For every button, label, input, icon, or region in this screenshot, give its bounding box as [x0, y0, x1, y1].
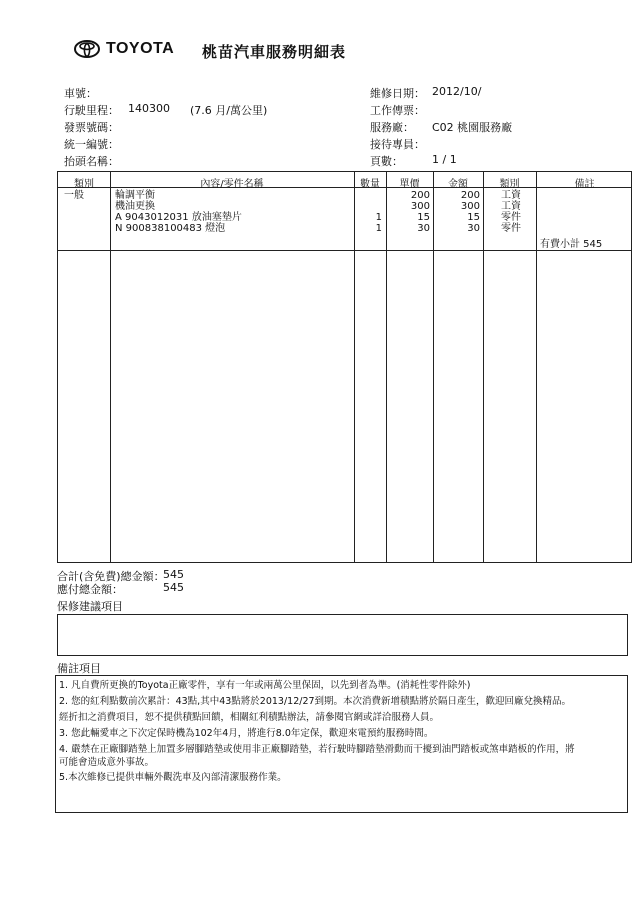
label-service-plant: 服務廠：: [370, 121, 414, 134]
label-company-name: 抬頭名稱：: [64, 155, 119, 168]
item-type: 零件: [501, 223, 521, 234]
item-price: 30: [417, 223, 430, 234]
total-value: 545: [163, 568, 184, 581]
item-type: 零件: [501, 212, 521, 223]
page-count-value: 1 / 1: [432, 153, 457, 166]
toyota-emblem-icon: [74, 40, 100, 58]
item-type: 工資: [501, 190, 521, 201]
payable-label: 應付總金額：: [57, 583, 123, 596]
note-line: 1. 凡自費所更換的Toyota正廠零件，享有一年或兩萬公里保固，以先到者為準。(消耗性零件除外): [59, 680, 471, 691]
service-detail-table: [57, 171, 632, 563]
label-mileage: 行駛里程：: [64, 104, 119, 117]
note-line: 4. 嚴禁在正廠腳踏墊上加置多層腳踏墊或使用非正廠腳踏墊，若行駛時腳踏墊滑動而干擾到油門踏板或煞車踏板的作用，將: [59, 744, 575, 755]
item-amount: 300: [460, 201, 480, 212]
label-page-count: 頁數：: [370, 155, 403, 168]
item-amount: 30: [467, 223, 480, 234]
notes-box: [55, 675, 628, 813]
table-row-divider: [58, 250, 631, 251]
item-qty: 1: [375, 212, 382, 223]
label-work-ticket: 工作傳票：: [370, 104, 425, 117]
total-label: 合計(含免費)總金額：: [57, 570, 165, 583]
header-item-name: 內容/零件名稱: [200, 179, 264, 190]
note-line: 2. 您的紅利點數前次累計：43點,其中43點將於2013/12/27到期。本次消費新增積點將於隔日產生，歡迎回廠兌換精品。: [59, 696, 572, 707]
header-amount: 金額: [448, 179, 468, 190]
mileage-extra: (7.6 月/萬公里): [190, 104, 268, 117]
payable-value: 545: [163, 581, 184, 594]
item-amount: 200: [460, 190, 480, 201]
subtotal: 有費小計 545: [540, 239, 603, 250]
label-invoice-number: 發票號碼：: [64, 121, 119, 134]
label-service-rep: 接待專員：: [370, 138, 425, 151]
document-title: 桃苗汽車服務明細表: [202, 43, 347, 61]
label-repair-date: 維修日期：: [370, 87, 425, 100]
header-quantity: 數量: [360, 179, 380, 190]
item-price: 300: [410, 201, 430, 212]
mileage-value: 140300: [128, 102, 170, 115]
label-car-number: 車號：: [64, 87, 97, 100]
brand-name: TOYOTA: [106, 40, 175, 57]
item-name: N 900838100483 燈泡: [115, 223, 226, 234]
label-tax-id: 統一編號：: [64, 138, 119, 151]
note-line: 5.本次維修已提供車輛外觀洗車及內部清潔服務作業。: [59, 772, 287, 783]
header-remarks: 備註: [574, 179, 595, 190]
item-qty: 1: [375, 223, 382, 234]
note-line: 經折扣之消費項目，恕不提供積點回饋，相關紅利積點辦法，請參閱官網或詳洽服務人員。: [59, 712, 440, 723]
item-price: 200: [410, 190, 430, 201]
header-category: 類別: [74, 179, 94, 190]
item-amount: 15: [467, 212, 480, 223]
item-name: 輪調平衡: [115, 190, 155, 201]
suggestion-box: [57, 614, 628, 656]
brand-logo: [74, 40, 174, 58]
suggestion-title: 保修建議項目: [57, 600, 123, 613]
item-type: 工資: [501, 201, 521, 212]
notes-title: 備註項目: [57, 662, 101, 675]
header-unit-price: 單價: [399, 179, 420, 190]
category-value: 一般: [64, 190, 84, 201]
item-name: A 9043012031 放油塞墊片: [115, 212, 242, 223]
item-price: 15: [417, 212, 430, 223]
repair-date-value: 2012/10/: [432, 85, 482, 98]
item-name: 機油更換: [115, 201, 155, 212]
header-type: 類別: [499, 179, 520, 190]
note-line: 3. 您此輛愛車之下次定保時機為102年4月，將進行8.0年定保，歡迎來電預約服務時間。: [59, 728, 434, 739]
service-plant-value: C02 桃園服務廠: [432, 121, 513, 134]
note-line: 可能會造成意外事故。: [59, 757, 155, 768]
